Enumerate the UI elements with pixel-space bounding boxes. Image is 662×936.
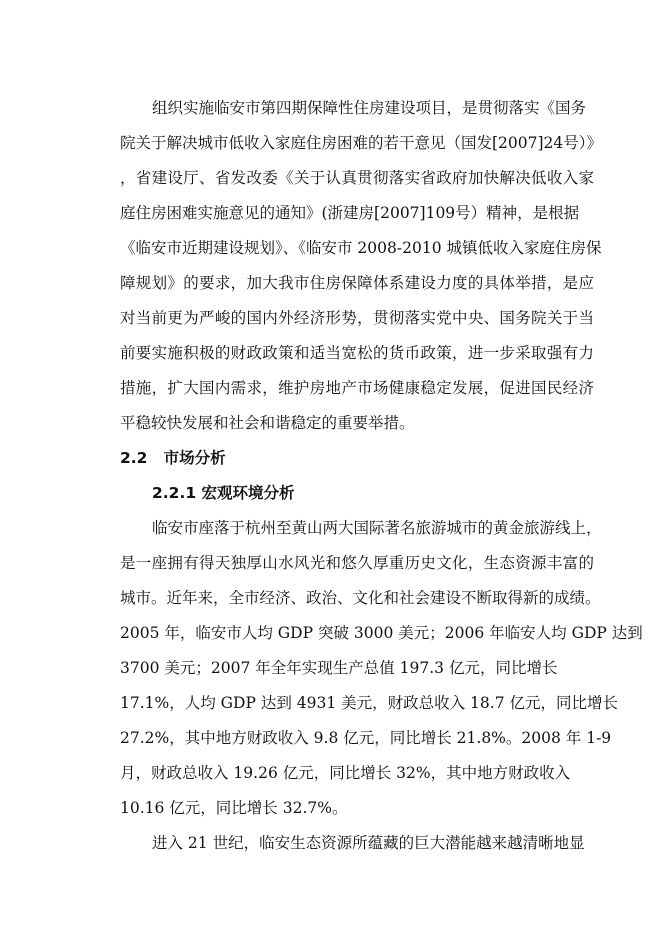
paragraph-1-line-7: 对当前更为严峻的国内外经济形势，贯彻落实党中央、国务院关于当 <box>120 309 594 327</box>
paragraph-2-line-6: 17.1%，人均 GDP 达到 4931 美元，财政总收入 18.7 亿元，同比增长 <box>120 694 618 712</box>
paragraph-1-line-5: 《临安市近期建设规划》、《临安市 2008-2010 城镇低收入家庭住房保 <box>120 239 602 257</box>
paragraph-2-line-5: 3700 美元；2007 年全年实现生产总值 197.3 亿元，同比增长 <box>120 659 558 677</box>
paragraph-1-line-4: 庭住房困难实施意见的通知》(浙建房[2007]109号）精神，是根据 <box>120 204 580 222</box>
subsection-heading: 2.2.1 宏观环境分析 <box>152 484 295 502</box>
paragraph-1-line-2: 院关于解决城市低收入家庭住房困难的若干意见（国发[2007]24号）》 <box>120 134 603 152</box>
paragraph-1-line-8: 前要实施积极的财政政策和适当宽松的货币政策，进一步采取强有力 <box>120 344 594 362</box>
paragraph-2-line-9: 10.16 亿元，同比增长 32.7%。 <box>120 799 348 817</box>
paragraph-1-line-6: 障规划》的要求，加大我市住房保障体系建设力度的具体举措，是应 <box>120 274 594 292</box>
paragraph-2-line-1: 临安市座落于杭州至黄山两大国际著名旅游城市的黄金旅游线上， <box>152 519 602 537</box>
paragraph-2-line-3: 城市。近年来，全市经济、政治、文化和社会建设不断取得新的成绩。 <box>120 589 601 607</box>
section-heading: 2.2 市场分析 <box>120 449 226 467</box>
paragraph-2-line-2: 是一座拥有得天独厚山水风光和悠久厚重历史文化，生态资源丰富的 <box>120 554 594 572</box>
paragraph-1-line-10: 平稳较快发展和社会和谐稳定的重要举措。 <box>120 414 415 432</box>
paragraph-1-line-9: 措施，扩大国内需求，维护房地产市场健康稳定发展，促进国民经济 <box>120 379 594 397</box>
paragraph-2-line-8: 月，财政总收入 19.26 亿元，同比增长 32%，其中地方财政收入 <box>120 764 571 782</box>
paragraph-3-line-1: 进入 21 世纪，临安生态资源所蕴藏的巨大潜能越来越清晰地显 <box>152 834 585 852</box>
paragraph-1-line-1: 组织实施临安市第四期保障性住房建设项目，是贯彻落实《国务 <box>152 99 587 117</box>
paragraph-1-line-3: ，省建设厅、省发改委《关于认真贯彻落实省政府加快解决低收入家 <box>120 169 594 187</box>
paragraph-2-line-4: 2005 年，临安市人均 GDP 突破 3000 美元；2006 年临安人均 GDP 达到 <box>120 624 643 642</box>
paragraph-2-line-7: 27.2%，其中地方财政收入 9.8 亿元，同比增长 21.8%。2008 年 1-9 <box>120 729 612 747</box>
